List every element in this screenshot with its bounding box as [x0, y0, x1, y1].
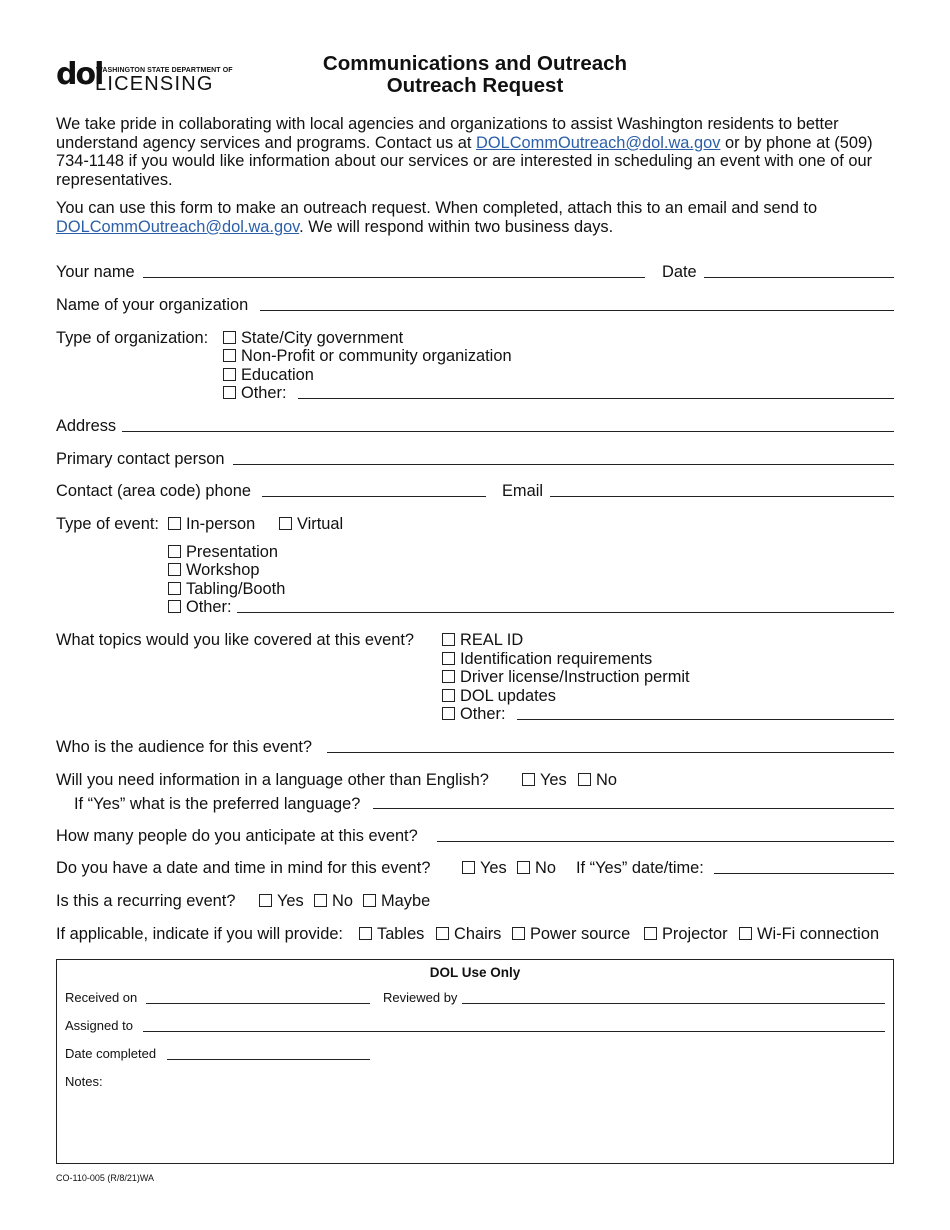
checkbox[interactable] [168, 600, 181, 613]
language-preference-label: If “Yes” what is the preferred language? [74, 795, 361, 813]
option-label: REAL ID [460, 631, 524, 649]
option-label: No [535, 859, 556, 877]
date-completed-label: Date completed [65, 1046, 157, 1061]
org-name-label: Name of your organization [56, 296, 249, 314]
option-label: Tabling/Booth [186, 580, 286, 598]
checkbox[interactable] [522, 773, 535, 786]
topics-question: What topics would you like covered at this event? [56, 631, 415, 649]
page-title: Communications and Outreach [322, 52, 628, 75]
checkbox[interactable] [223, 349, 236, 362]
option-label: Tables [377, 925, 425, 943]
checkbox[interactable] [442, 689, 455, 702]
email-label: Email [502, 482, 543, 500]
recurring-question: Is this a recurring event? [56, 892, 236, 910]
address-label: Address [56, 417, 117, 435]
checkbox[interactable] [363, 894, 376, 907]
assigned-to-label: Assigned to [65, 1018, 133, 1033]
intro-text-1b: or by phone at (509) 734-1148 if you would like information about our services or are interested in scheduling an event with one of our representatives. [56, 133, 873, 189]
org-type-other-field[interactable] [298, 398, 894, 399]
dol-use-only-box [56, 959, 894, 1164]
topic-other-field[interactable] [517, 719, 894, 720]
option-label: Virtual [297, 515, 344, 533]
option-label: Power source [530, 925, 631, 943]
org-name-field[interactable] [260, 310, 894, 311]
org-type-option[interactable] [223, 366, 314, 385]
option-label: In-person [186, 515, 256, 533]
option-label: DOL updates [460, 687, 556, 705]
your-name-label: Your name [56, 263, 135, 281]
audience-field[interactable] [327, 752, 894, 753]
virtual-option[interactable] [279, 515, 343, 534]
provide-option[interactable] [512, 925, 630, 944]
checkbox[interactable] [259, 894, 272, 907]
provide-option[interactable] [436, 925, 501, 944]
datetime-if-label: If “Yes” date/time: [576, 859, 704, 877]
dol-use-only-title: DOL Use Only [429, 965, 521, 980]
audience-question: Who is the audience for this event? [56, 738, 313, 756]
option-label: Education [241, 366, 314, 384]
received-on-label: Received on [65, 990, 138, 1005]
checkbox[interactable] [223, 386, 236, 399]
option-label: Identification requirements [460, 650, 653, 668]
date-completed-field[interactable] [167, 1059, 370, 1060]
checkbox[interactable] [442, 652, 455, 665]
option-label: Yes [277, 892, 304, 910]
option-label: Driver license/Instruction permit [460, 668, 690, 686]
option-label: Chairs [454, 925, 502, 943]
intro-text-1a: We take pride in collaborating with local agencies and organizations to assist Washington residents to better understand agency services and programs. Contact us at [56, 115, 839, 152]
recurring-maybe-option[interactable] [363, 892, 430, 911]
recurring-yes-option[interactable] [259, 892, 304, 911]
checkbox[interactable] [644, 927, 657, 940]
topic-option[interactable] [442, 705, 506, 724]
option-label: Other: [186, 598, 232, 616]
option-label: Yes [540, 771, 567, 789]
notes-label: Notes: [65, 1074, 103, 1089]
checkbox[interactable] [512, 927, 525, 940]
topic-option[interactable] [442, 687, 556, 706]
checkbox[interactable] [168, 582, 181, 595]
event-kind-option[interactable] [168, 561, 260, 580]
language-question: Will you need information in a language other than English? [56, 771, 489, 789]
email-field[interactable] [550, 496, 894, 497]
checkbox[interactable] [168, 545, 181, 558]
assigned-to-field[interactable] [143, 1031, 885, 1032]
event-kind-option[interactable] [168, 543, 278, 562]
topic-option[interactable] [442, 650, 652, 669]
checkbox[interactable] [223, 368, 236, 381]
date-label: Date [662, 263, 697, 281]
email-link-1[interactable]: DOLCommOutreach@dol.wa.gov [476, 133, 721, 152]
provide-option[interactable] [739, 925, 879, 944]
email-link-2[interactable]: DOLCommOutreach@dol.wa.gov [56, 217, 300, 236]
option-label: Yes [480, 859, 507, 877]
language-preference-field[interactable] [373, 808, 894, 809]
event-type-label: Type of event: [56, 515, 159, 533]
option-label: Other: [460, 705, 506, 723]
org-type-option[interactable] [223, 329, 403, 348]
phone-label: Contact (area code) phone [56, 482, 251, 500]
option-label: No [596, 771, 617, 789]
checkbox[interactable] [462, 861, 475, 874]
datetime-no-option[interactable] [517, 859, 556, 878]
form-id: CO-110-005 (R/8/21)WA [56, 1173, 155, 1183]
reviewed-by-field[interactable] [462, 1003, 885, 1004]
option-label: Workshop [186, 561, 260, 579]
checkbox[interactable] [168, 517, 181, 530]
primary-contact-label: Primary contact person [56, 450, 225, 468]
provide-option[interactable] [644, 925, 728, 944]
checkbox[interactable] [442, 707, 455, 720]
checkbox[interactable] [739, 927, 752, 940]
received-on-field[interactable] [146, 1003, 370, 1004]
intro-text-2a: You can use this form to make an outreach request. When completed, attach this to an email and send to [56, 199, 818, 217]
intro-paragraph-2 [56, 199, 896, 236]
org-type-option[interactable] [223, 347, 512, 366]
checkbox[interactable] [442, 670, 455, 683]
primary-contact-field[interactable] [233, 464, 894, 465]
provide-question: If applicable, indicate if you will provide: [56, 925, 343, 943]
language-no-option[interactable] [578, 771, 617, 790]
datetime-question: Do you have a date and time in mind for this event? [56, 859, 431, 877]
intro-text-2b: . We will respond within two business days. [299, 217, 614, 236]
org-type-option[interactable] [223, 384, 287, 403]
option-label: Wi-Fi connection [757, 925, 880, 943]
option-label: No [332, 892, 353, 910]
page-subtitle: Outreach Request [386, 74, 564, 97]
date-field[interactable] [704, 277, 894, 278]
checkbox[interactable] [168, 563, 181, 576]
people-question: How many people do you anticipate at this event? [56, 827, 418, 845]
address-field[interactable] [122, 431, 894, 432]
checkbox[interactable] [314, 894, 327, 907]
checkbox[interactable] [436, 927, 449, 940]
your-name-field[interactable] [143, 277, 645, 278]
topic-option[interactable] [442, 668, 690, 687]
option-label: Non-Profit or community organization [241, 347, 512, 365]
event-kind-option[interactable] [168, 598, 232, 617]
option-label: State/City government [241, 329, 404, 347]
checkbox[interactable] [279, 517, 292, 530]
event-kind-other-field[interactable] [237, 612, 894, 613]
logo-licensing-text: LICENSING [95, 73, 214, 95]
in-person-option[interactable] [168, 515, 255, 534]
datetime-yes-option[interactable] [462, 859, 507, 878]
option-label: Projector [662, 925, 728, 943]
topic-option[interactable] [442, 631, 523, 650]
event-kind-option[interactable] [168, 580, 285, 599]
dol-logo-mark: dol [56, 57, 103, 92]
checkbox[interactable] [223, 331, 236, 344]
checkbox[interactable] [442, 633, 455, 646]
checkbox[interactable] [578, 773, 591, 786]
checkbox[interactable] [517, 861, 530, 874]
recurring-no-option[interactable] [314, 892, 353, 911]
language-yes-option[interactable] [522, 771, 567, 790]
intro-paragraph-1 [56, 115, 896, 189]
logo-department-text: WASHINGTON STATE DEPARTMENT OF [96, 67, 233, 74]
option-label: Presentation [186, 543, 279, 561]
datetime-field[interactable] [714, 873, 894, 874]
people-field[interactable] [437, 841, 894, 842]
org-type-label: Type of organization: [56, 329, 209, 347]
checkbox[interactable] [359, 927, 372, 940]
phone-field[interactable] [262, 496, 486, 497]
provide-option[interactable] [359, 925, 424, 944]
option-label: Maybe [381, 892, 431, 910]
option-label: Other: [241, 384, 287, 402]
reviewed-by-label: Reviewed by [383, 990, 458, 1005]
